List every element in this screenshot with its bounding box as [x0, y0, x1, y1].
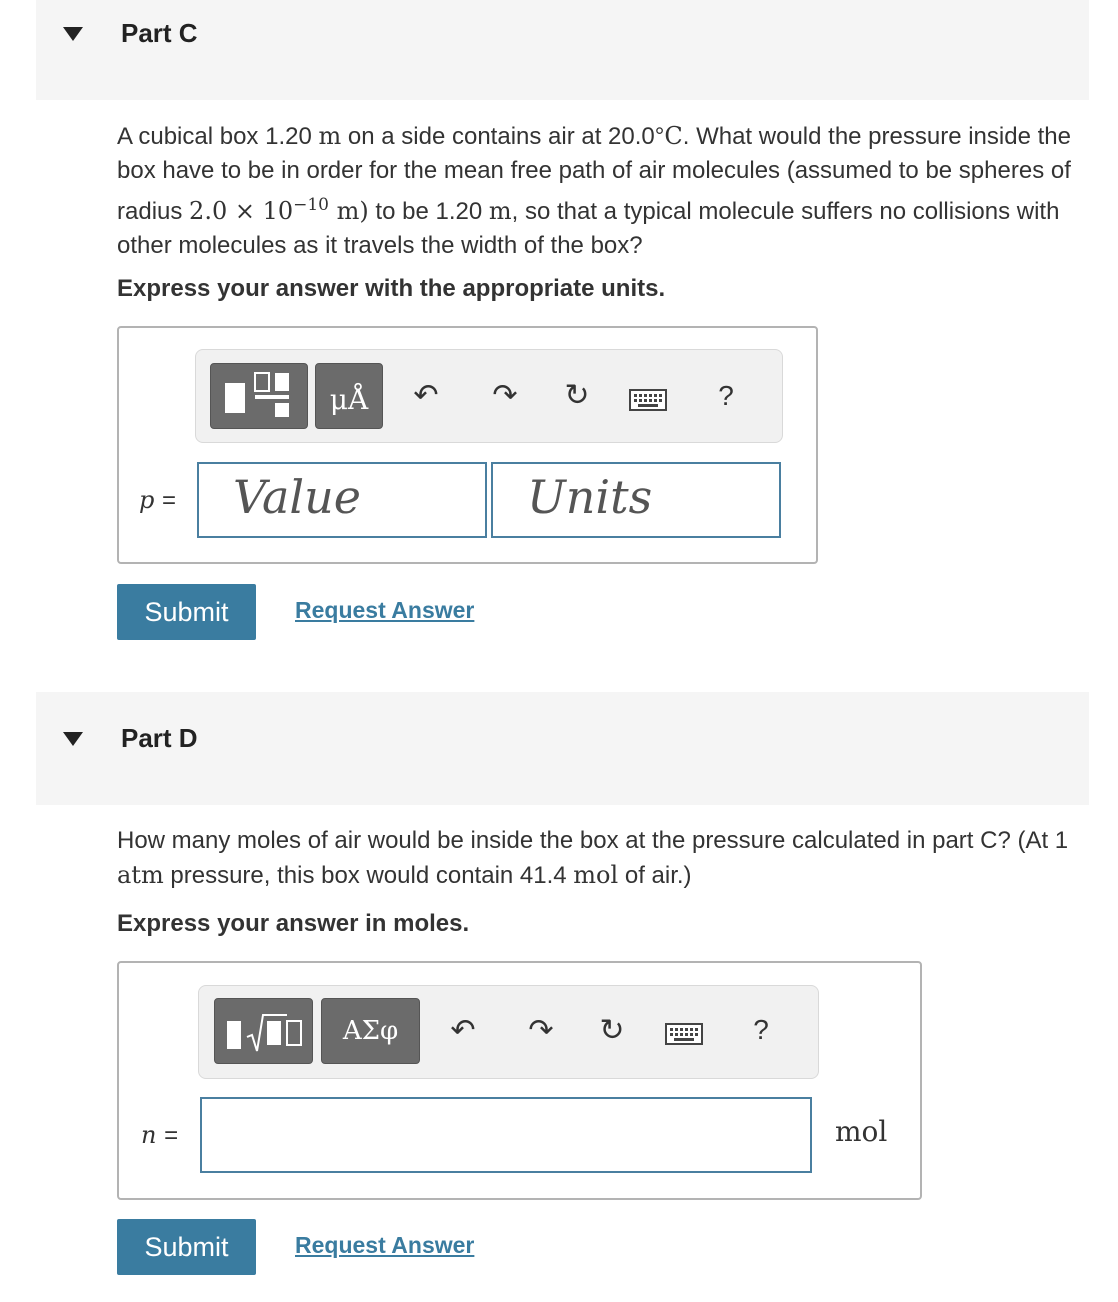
part-d-title: Part D	[121, 723, 198, 753]
reset-icon[interactable]: ↻	[564, 379, 590, 412]
submit-button[interactable]: Submit	[117, 1219, 256, 1275]
collapse-caret-icon[interactable]	[63, 27, 83, 41]
keyboard-icon[interactable]	[629, 389, 667, 413]
reset-icon[interactable]: ↻	[599, 1014, 625, 1047]
part-c-instruction: Express your answer with the appropriate units.	[117, 275, 666, 302]
request-answer-link[interactable]: Request Answer	[295, 1232, 475, 1258]
help-button[interactable]: ?	[718, 380, 734, 411]
variable-label-p: p =	[139, 486, 177, 514]
part-c-title: Part C	[121, 18, 198, 48]
value-input[interactable]: Value	[197, 462, 487, 538]
units-button[interactable]: μÅ	[315, 363, 383, 429]
part-d-question: How many moles of air would be inside the box at the pressure calculated in part C? (At 1 atm pressure, this box would contain 41.4 mol of air.)	[117, 827, 1069, 889]
moles-input[interactable]	[200, 1097, 812, 1173]
help-button[interactable]: ?	[753, 1014, 769, 1045]
templates-button[interactable]	[210, 363, 308, 429]
units-input[interactable]: Units	[491, 462, 781, 538]
redo-icon[interactable]: ↷	[492, 379, 518, 412]
undo-icon[interactable]: ↶	[413, 379, 439, 412]
part-c-question: A cubical box 1.20 m on a side contains air at 20.0°C. What would the pressure inside the box have to be in order for the mean free path of air molecules (assumed to be spheres of radius $2.0 \times 10^{-10}$ m) to be 1.20 m, so that a typical molecule suffers no collisions with other molecules as it travels the width of the box?	[117, 122, 1071, 259]
fraction-template-icon	[211, 364, 307, 428]
undo-icon[interactable]: ↶	[450, 1014, 476, 1047]
unit-label-mol: mol	[835, 1115, 888, 1148]
redo-icon[interactable]: ↷	[528, 1014, 554, 1047]
greek-letters-button[interactable]: ΑΣφ	[321, 998, 420, 1064]
part-d-instruction: Express your answer in moles.	[117, 910, 470, 937]
submit-button[interactable]: Submit	[117, 584, 256, 640]
templates-button[interactable]	[214, 998, 313, 1064]
radical-template-icon	[215, 999, 312, 1063]
variable-label-n: n =	[141, 1121, 179, 1149]
request-answer-link[interactable]: Request Answer	[295, 597, 475, 623]
keyboard-icon[interactable]	[665, 1023, 703, 1047]
collapse-caret-icon[interactable]	[63, 732, 83, 746]
part-c-header[interactable]	[36, 0, 1089, 100]
